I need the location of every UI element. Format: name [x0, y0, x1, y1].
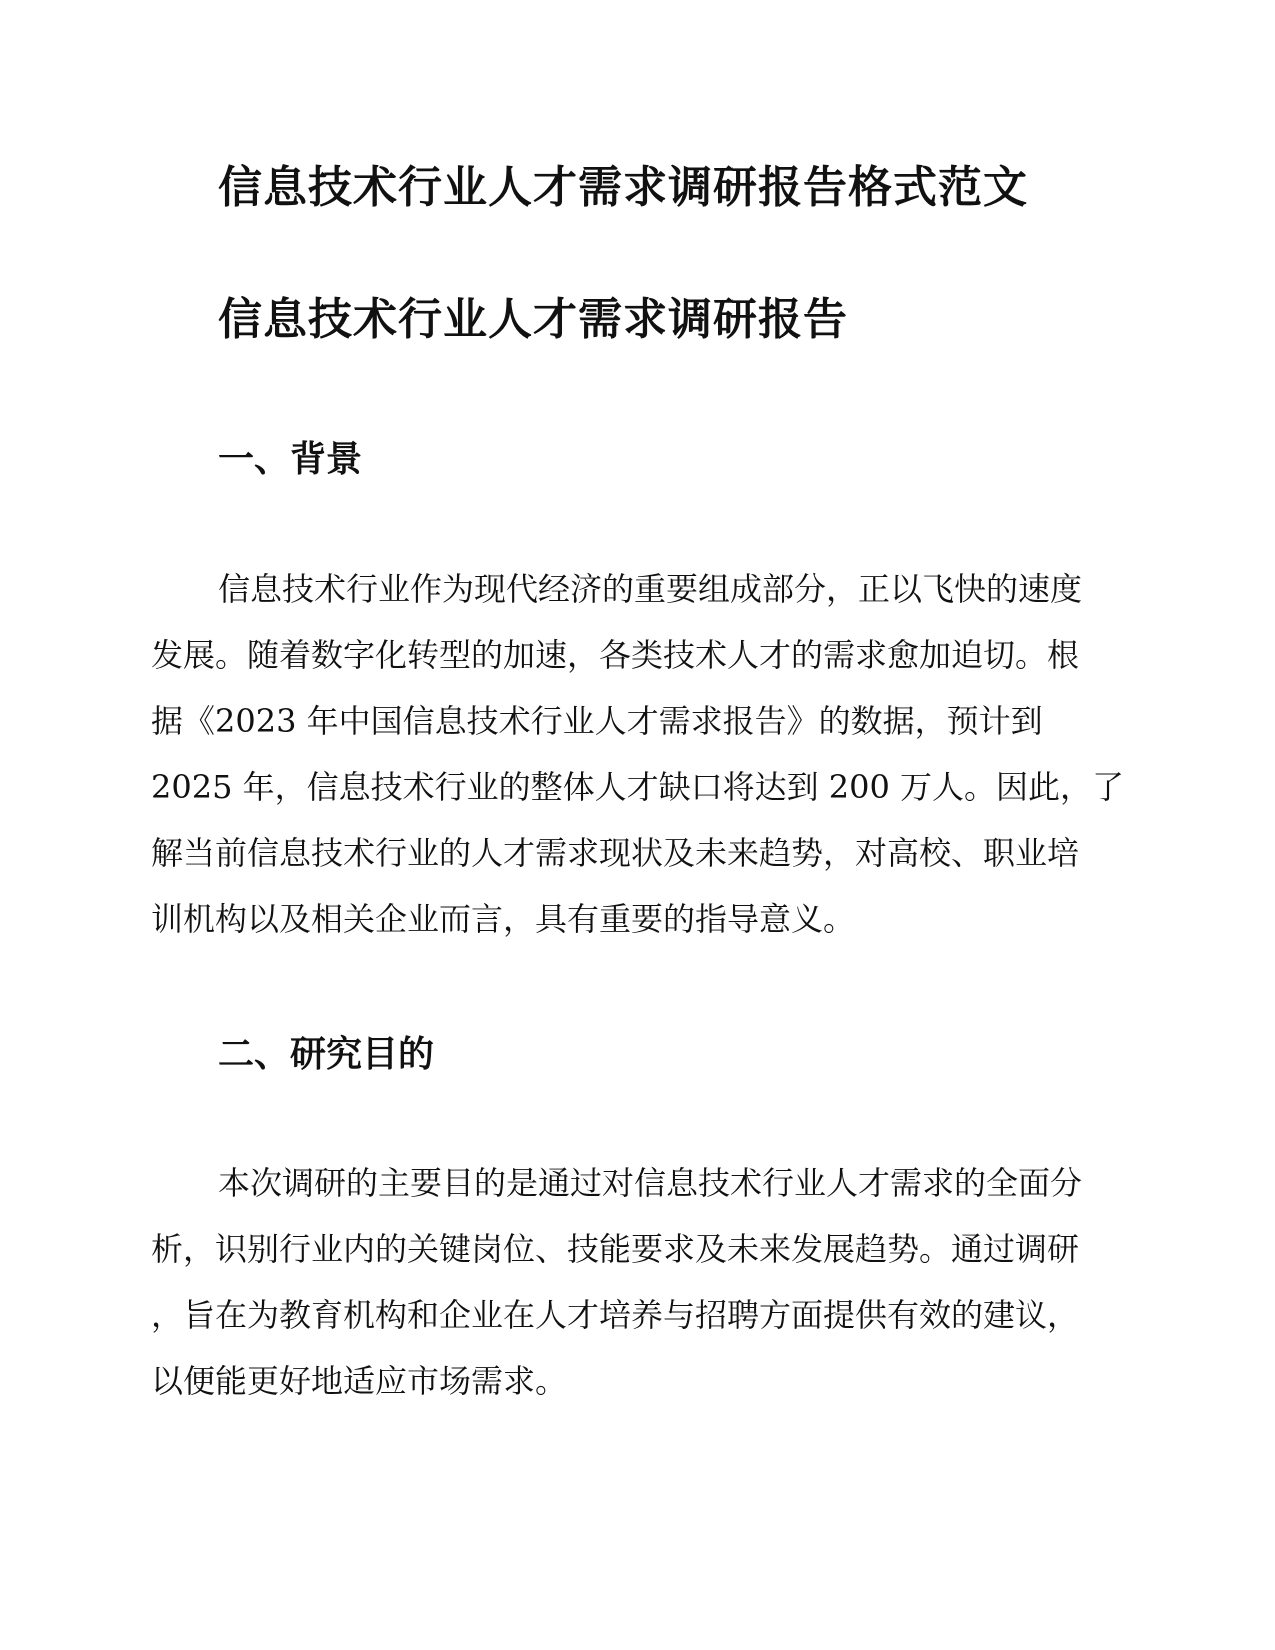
document-subtitle: 信息技术行业人才需求调研报告 — [218, 294, 848, 345]
paragraph-line: 据《2023 年中国信息技术行业人才需求报告》的数据，预计到 — [151, 702, 1043, 740]
paragraph-line: 信息技术行业作为现代经济的重要组成部分，正以飞快的速度 — [218, 570, 1083, 608]
section-paragraph-purpose — [151, 1150, 1126, 1414]
paragraph-line: 以便能更好地适应市场需求。 — [151, 1362, 568, 1400]
section-heading-purpose: 二、研究目的 — [218, 1034, 435, 1075]
paragraph-line: 解当前信息技术行业的人才需求现状及未来趋势，对高校、职业培 — [151, 834, 1080, 872]
section-paragraph-background — [151, 556, 1126, 952]
section-heading-background: 一、背景 — [218, 439, 363, 480]
paragraph-line: ，旨在为教育机构和企业在人才培养与招聘方面提供有效的建议， — [151, 1296, 1080, 1334]
document-title: 信息技术行业人才需求调研报告格式范文 — [218, 162, 1028, 213]
paragraph-line: 2025 年，信息技术行业的整体人才缺口将达到 200 万人。因此，了 — [151, 768, 1125, 806]
paragraph-line: 发展。随着数字化转型的加速，各类技术人才的需求愈加迫切。根 — [151, 636, 1080, 674]
paragraph-line: 训机构以及相关企业而言，具有重要的指导意义。 — [151, 900, 856, 938]
paragraph-line: 本次调研的主要目的是通过对信息技术行业人才需求的全面分 — [218, 1164, 1083, 1202]
paragraph-line: 析，识别行业内的关键岗位、技能要求及未来发展趋势。通过调研 — [151, 1230, 1080, 1268]
